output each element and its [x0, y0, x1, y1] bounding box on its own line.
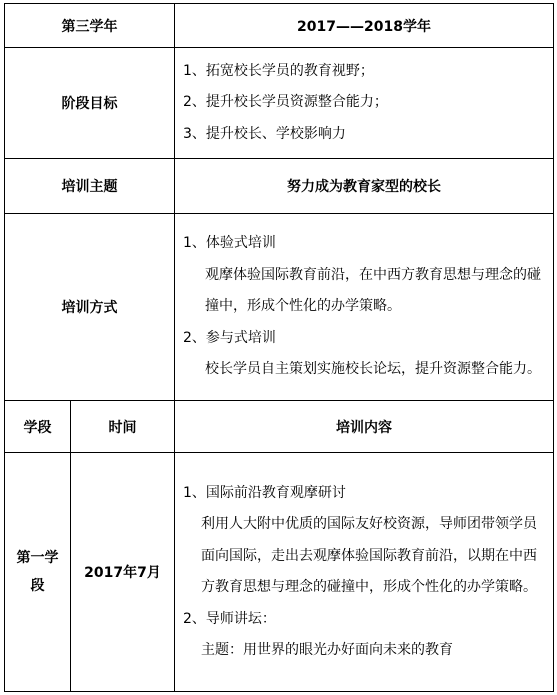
methods-content — [175, 214, 554, 401]
goals-label: 阶段目标 — [5, 48, 175, 159]
method-description: 观摩体验国际教育前沿，在中西方教育思想与理念的碰撞中，形成个性化的办学策略。 — [205, 266, 541, 315]
term-name: 第一学段 — [5, 453, 71, 692]
content-title: 2、导师讲坛： — [183, 610, 276, 627]
methods-row — [5, 214, 554, 401]
term-content — [175, 453, 554, 692]
goal-item: 3、提升校长、学校影响力 — [183, 125, 346, 142]
method-description: 校长学员自主策划实施校长论坛，提升资源整合能力。 — [205, 361, 541, 378]
goals-list — [175, 48, 554, 159]
content-description: 主题：用世界的眼光办好面向未来的教育 — [201, 642, 453, 658]
time-header: 时间 — [71, 401, 175, 453]
method-title: 1、体验式培训 — [183, 235, 276, 252]
goal-item: 2、提升校长学员资源整合能力； — [183, 94, 388, 111]
theme-label: 培训主题 — [5, 159, 175, 214]
term-time: 2017年7月 — [71, 453, 175, 692]
term-row — [5, 453, 554, 692]
methods-label: 培训方式 — [5, 214, 175, 401]
method-title: 2、参与式培训 — [183, 329, 276, 346]
theme-value: 努力成为教育家型的校长 — [175, 159, 554, 214]
schedule-header-row — [5, 401, 554, 453]
year-value: 2017——2018学年 — [175, 4, 554, 48]
goals-row — [5, 48, 554, 159]
term-header: 学段 — [5, 401, 71, 453]
training-plan-table — [4, 3, 554, 692]
content-title: 1、国际前沿教育观摩研讨 — [183, 484, 346, 501]
theme-row — [5, 159, 554, 214]
year-row — [5, 4, 554, 48]
content-header: 培训内容 — [175, 401, 554, 453]
goal-item: 1、拓宽校长学员的教育视野； — [183, 62, 374, 79]
content-description: 利用人大附中优质的国际友好校资源，导师团带领学员面向国际，走出去观摩体验国际教育前沿，以期在中西方教育思想与理念的碰撞中，形成个性化的办学策略。 — [201, 516, 537, 595]
year-label: 第三学年 — [5, 4, 175, 48]
